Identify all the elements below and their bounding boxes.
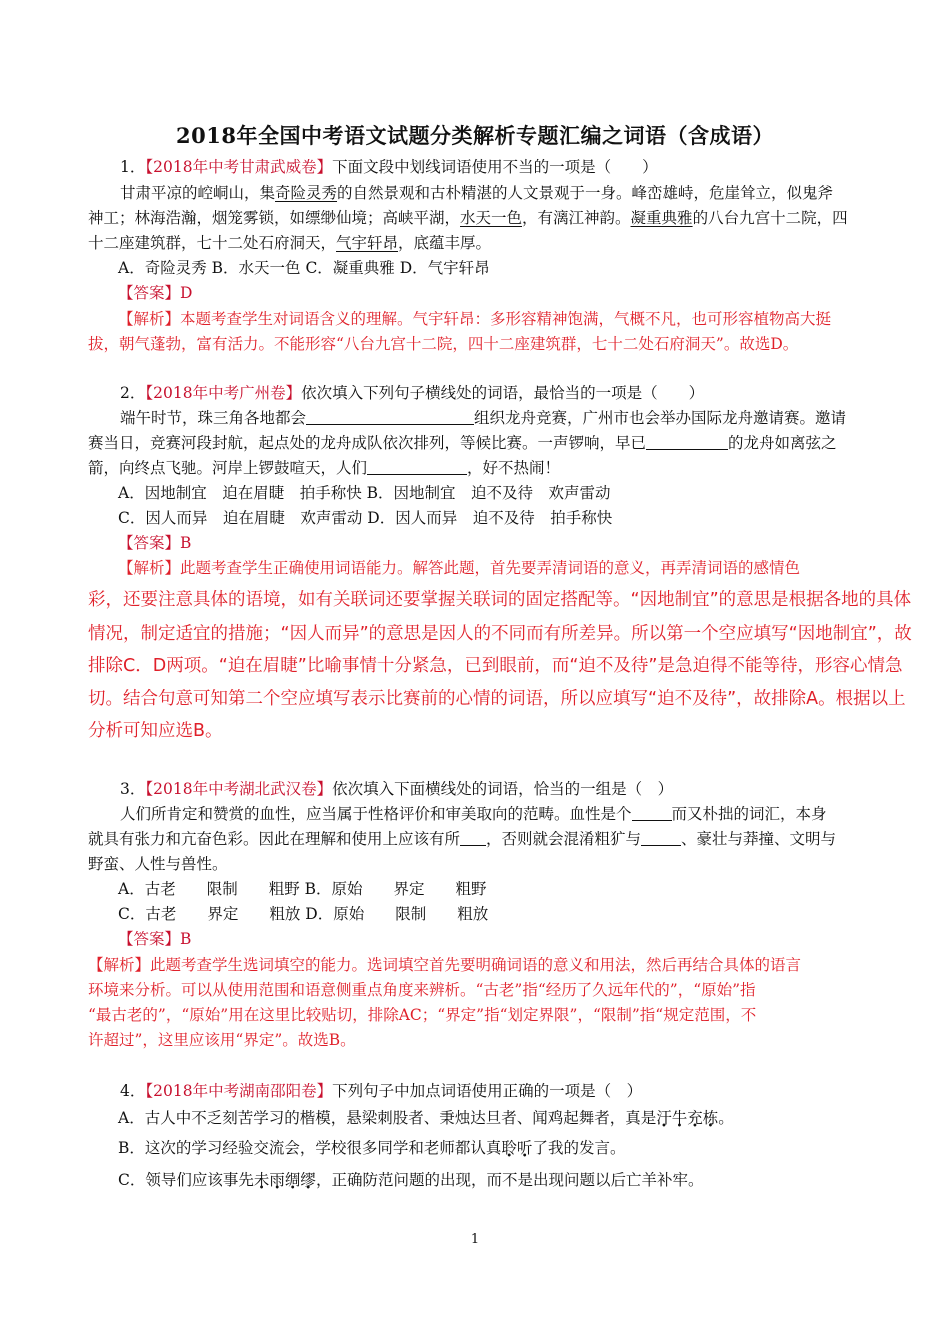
q2-analysis-line: 【解析】此题考查学生正确使用词语能力。解答此题，首先要弄清词语的意义，再弄清词语的感情色 [118, 559, 801, 577]
page-number: 1 [470, 1232, 480, 1247]
page-title: 2018年全国中考语文试题分类解析专题汇编之词语（含成语） [176, 123, 774, 148]
emphasis-char: 未 [253, 1171, 270, 1189]
q1-passage-line: 十二座建筑群，七十二处石府洞天，气宇轩昂，底蕴丰厚。 [88, 234, 492, 252]
q4-option-c: C．领导们应该事先未雨绸缪，正确防范问题的出现，而不是出现问题以后亡羊补牢。 [118, 1171, 704, 1189]
q1-stem-line [120, 157, 658, 177]
fill-blank [632, 804, 672, 821]
q2-passage-line: 箭，向终点飞驰。河岸上锣鼓喧天，人们 ，好不热闹！ [88, 459, 561, 477]
q2-analysis-line: 切。结合句意可知第二个空应填写表示比赛前的心情的词语，所以应填写“迫不及待”，故排除A。根据以上 [88, 689, 906, 709]
emphasis-char: 牛 [671, 1109, 688, 1127]
q3-stem: 依次填入下面横线处的词语，恰当的一组是（ ） [332, 780, 674, 798]
q3-options-cd: C．古老 界定 粗放 D．原始 限制 粗放 [118, 905, 489, 923]
q3-analysis-line: “最古老的”，“原始”用在这里比较贴切，排除AC；“界定”指“划定界限”，“限制”指“规定范围，不 [88, 1006, 757, 1024]
q1-answer: 【答案】D [118, 284, 193, 302]
underlined-term: 气宇轩昂 [336, 234, 399, 252]
q4-stem: 下列句子中加点词语使用正确的一项是（ ） [332, 1082, 643, 1100]
q3-analysis-line: 【解析】此题考查学生选词填空的能力。选词填空首先要明确词语的意义和用法，然后再结合具体的语言 [88, 956, 802, 974]
q2-stem: 依次填入下列句子横线处的词语，最恰当的一项是（ ） [301, 384, 705, 402]
q3-passage-line: 野蛮、人性与兽性。 [88, 855, 228, 873]
q3-answer: 【答案】B [118, 930, 192, 948]
q2-options-cd: C．因人而异 迫在眉睫 欢声雷动 D．因人而异 迫不及待 拍手称快 [118, 509, 613, 527]
q4-option-a: A．古人中不乏刻苦学习的楷模，悬梁刺股者、秉烛达旦者、闻鸡起舞者，真是汗牛充栋。 [118, 1109, 734, 1127]
dotted-term [501, 1139, 532, 1157]
q3-passage-line: 人们所肯定和赞赏的血性，应当属于性格评价和审美取向的范畴。血性是个 而又朴拙的词汇，本身 [120, 805, 827, 823]
fill-blank [367, 458, 467, 475]
q2-stem-line [120, 383, 704, 403]
q3-stem-line [120, 779, 673, 799]
q2-answer: 【答案】B [118, 534, 192, 552]
fill-blank [641, 829, 681, 846]
q1-passage-line: 神工；林海浩瀚，烟笼雾锁，如缥缈仙境；高峡平湖，水天一色，有漓江神韵。凝重典雅的八台九宫十二院，四 [88, 209, 848, 227]
q3-analysis-line: 许超过”，这里应该用“界定”。故选B。 [88, 1031, 356, 1049]
q3-source-tag: 【2018年中考湖北武汉卷】 [145, 780, 333, 798]
q4-source-tag: 【2018年中考湖南邵阳卷】 [145, 1082, 333, 1100]
emphasis-char: 充 [687, 1109, 703, 1127]
emphasis-char: 栋 [702, 1109, 719, 1127]
q2-source-tag: 【2018年中考广州卷】 [145, 384, 302, 402]
dotted-term [656, 1109, 718, 1127]
q4-option-b: B．这次的学习经验交流会，学校很多同学和老师都认真聆听了我的发言。 [118, 1139, 626, 1157]
q2-analysis-line: 彩，还要注意具体的语境，如有关联词还要掌握关联词的固定搭配等。“因地制宜”的意思是根据各地的具体 [88, 590, 912, 610]
q2-passage-line: 端午时节，珠三角各地都会 组织龙舟竞赛，广州市也会举办国际龙舟邀请赛。邀请 [120, 409, 847, 427]
fill-blank [646, 433, 728, 450]
q1-stem: 下面文段中划线词语使用不当的一项是（ ） [332, 158, 658, 176]
q4-stem-line [120, 1081, 642, 1101]
q2-passage-line: 赛当日，竞赛河段封航，起点处的龙舟成队依次排列，等候比赛。一声锣响，早已 的龙舟如离弦之 [88, 434, 837, 452]
fill-blank [306, 408, 474, 425]
emphasis-char: 绸 [284, 1171, 301, 1189]
q3-number: 3． [120, 780, 146, 798]
emphasis-char: 聆 [501, 1139, 517, 1157]
q3-passage-line: 就具有张力和亢奋色彩。因此在理解和使用上应该有所 ，否则就会混淆粗犷与 、豪壮与莽撞、文明与 [88, 830, 837, 848]
emphasis-char: 汗 [656, 1109, 672, 1127]
emphasis-char: 缪 [300, 1171, 316, 1189]
q3-options-ab: A．古老 限制 粗野 B．原始 界定 粗野 [118, 880, 487, 898]
q2-analysis-line: 情况，制定适宜的措施；“因人而异”的意思是因人的不同而有所差异。所以第一个空应填写“因地制宜”，故 [88, 624, 912, 644]
q1-options: A．奇险灵秀 B．水天一色 C．凝重典雅 D．气宇轩昂 [118, 259, 490, 277]
dotted-term [254, 1171, 316, 1189]
emphasis-char: 听 [516, 1139, 533, 1157]
q1-analysis-line: 拔，朝气蓬勃，富有活力。不能形容“八台九宫十二院，四十二座建筑群，七十二处石府洞天”。故选D。 [88, 335, 799, 353]
emphasis-char: 雨 [269, 1171, 285, 1189]
q1-source-tag: 【2018年中考甘肃武威卷】 [145, 158, 333, 176]
fill-blank [460, 829, 486, 846]
q1-number: 1． [120, 158, 146, 176]
q3-analysis-line: 环境来分析。可以从使用范围和语意侧重点角度来辨析。“古老”指“经历了久远年代的”，“原始”指 [88, 981, 756, 999]
q4-number: 4． [120, 1082, 146, 1100]
q1-passage-line: 甘肃平凉的崆峒山，集奇险灵秀的自然景观和古朴精湛的人文景观于一身。峰峦雄峙，危崖耸立，似鬼斧 [120, 184, 834, 202]
underlined-term: 奇险灵秀 [275, 184, 338, 202]
q1-analysis-line: 【解析】本题考查学生对词语含义的理解。气宇轩昂：多形容精神饱满，气概不凡，也可形容植物高大挺 [118, 310, 832, 328]
q2-number: 2． [120, 384, 146, 402]
q2-analysis-line: 排除C．D两项。“迫在眉睫”比喻事情十分紧急，已到眼前，而“迫不及待”是急迫得不能等待，形容心情急 [88, 656, 903, 676]
underlined-term: 水天一色 [460, 209, 523, 227]
q2-analysis-line: 分析可知应选B。 [88, 721, 223, 741]
q2-options-ab: A．因地制宜 迫在眉睫 拍手称快 B．因地制宜 迫不及待 欢声雷动 [118, 484, 611, 502]
underlined-term: 凝重典雅 [630, 209, 693, 227]
